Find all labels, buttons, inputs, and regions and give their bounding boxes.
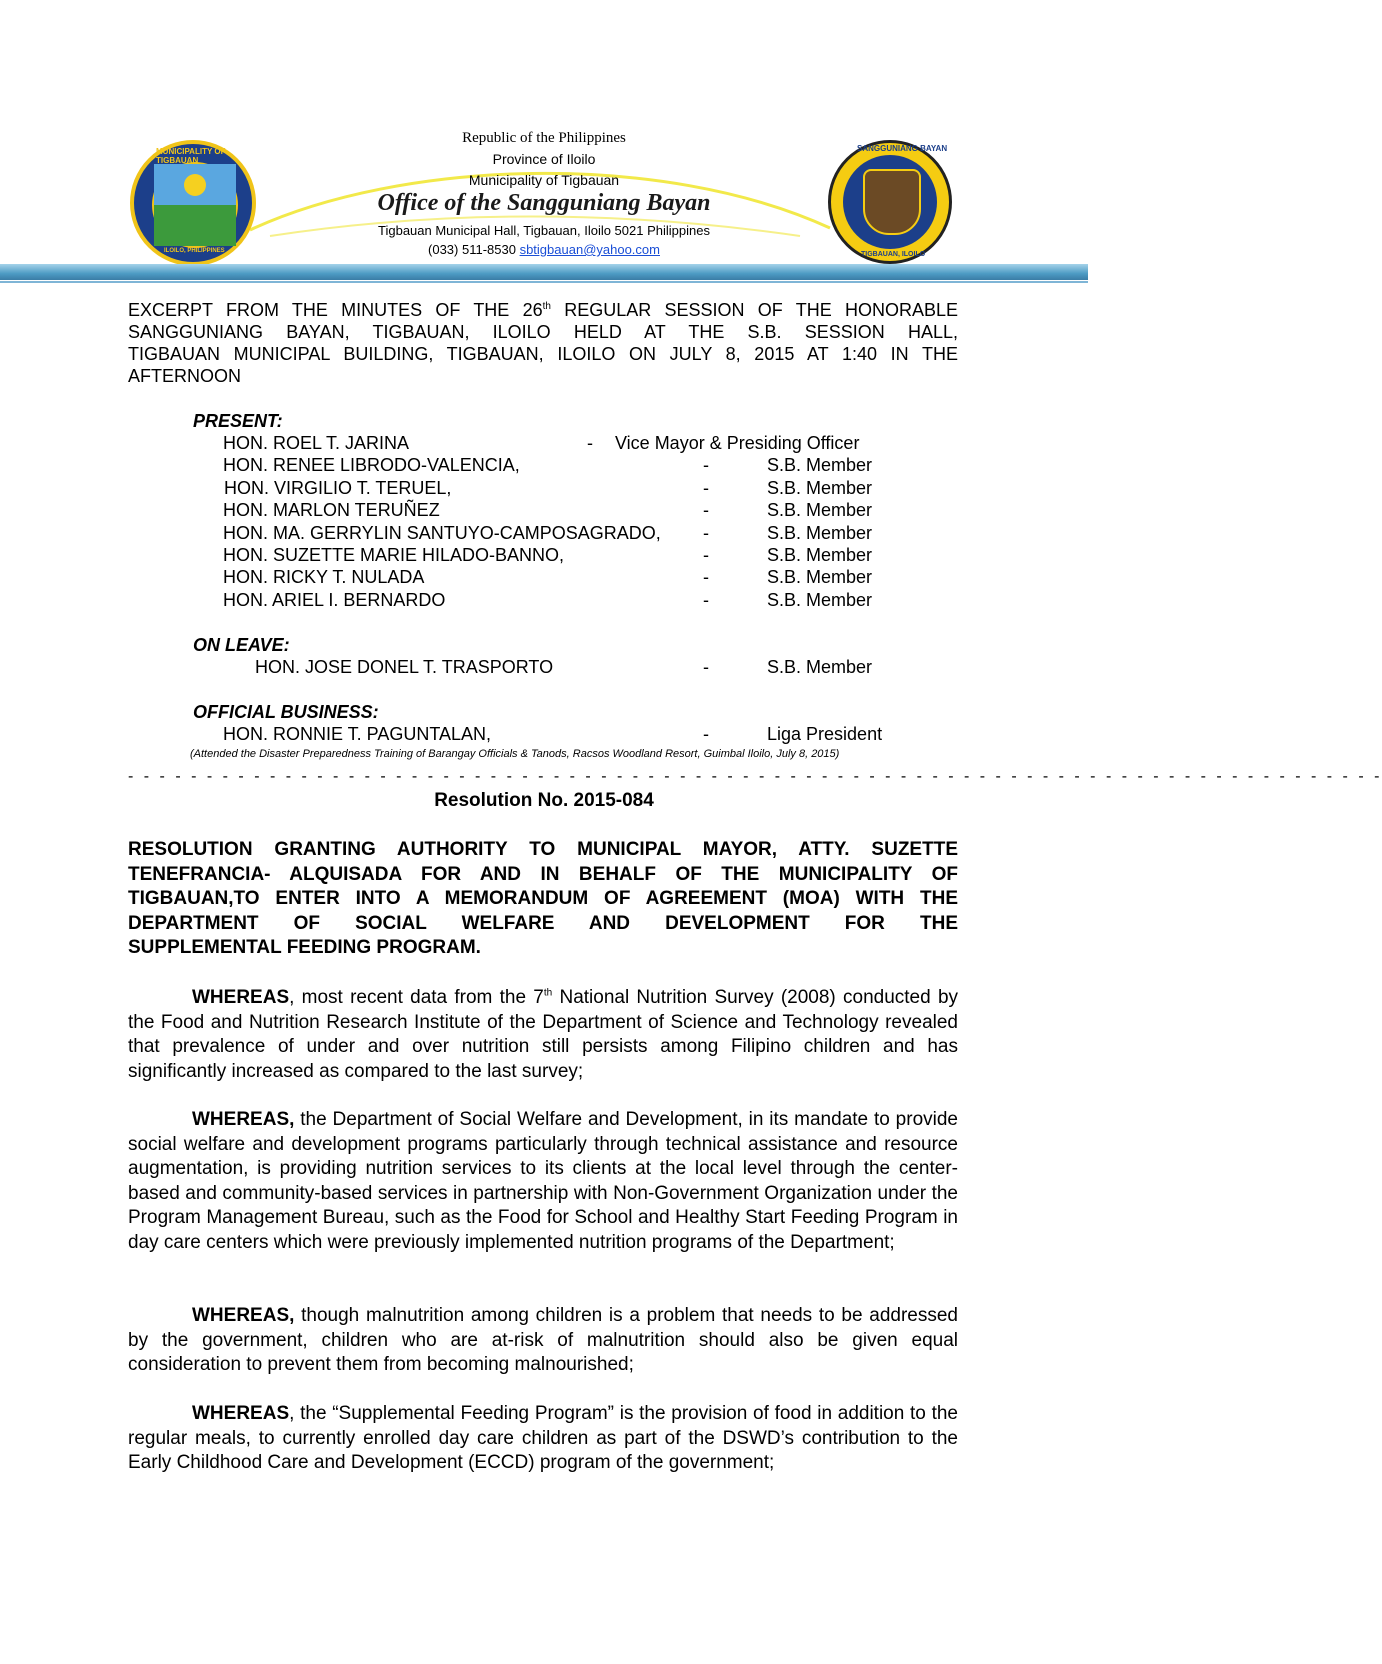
whereas-clause-1: WHEREAS, most recent data from the 7th National Nutrition Survey (2008) conducted by the Food and Nutrition Research Institute of the Department of Science and Technology revealed that prevalence of under and over nutrition still persists among Filipino children and has significantly increased as compared to the last survey; — [128, 987, 959, 1082]
present-member-dash: - — [703, 500, 709, 521]
header-province: Province of Iloilo — [492, 151, 596, 167]
excerpt-line-1: EXCERPT FROM THE MINUTES OF THE 26th REGULAR SESSION OF THE HONORABLE — [128, 300, 958, 320]
resolution-title-line: RESOLUTION GRANTING AUTHORITY TO MUNICIPAL MAYOR, ATTY. SUZETTE — [128, 839, 958, 860]
on-leave-dash: - — [703, 657, 709, 677]
present-member-role: Vice Mayor & Presiding Officer — [615, 433, 860, 453]
present-member-name: HON. ARIEL I. BERNARDO — [223, 589, 446, 610]
resolution-title-line: TIGBAUAN,TO ENTER INTO A MEMORANDUM OF AGREEMENT (MOA) WITH THE — [128, 888, 958, 909]
whereas-clause-3: WHEREAS, though malnutrition among children is a problem that needs to be addressed by the government, children who are at-risk of malnutrition should also be given equal consideration to prevent them from becoming malnourished; — [128, 1305, 958, 1375]
on-leave-role: S.B. Member — [767, 657, 873, 677]
resolution-title-line: SUPPLEMENTAL FEEDING PROGRAM. — [128, 937, 481, 958]
header-divider-line — [0, 281, 1088, 283]
present-member-dash: - — [587, 433, 593, 453]
present-member-name: HON. SUZETTE MARIE HILADO-BANNO, — [223, 545, 565, 565]
separator-dashes: - - - - - - - - - - - - - - - - - - - - - - - - - - - - - - - - - - - - - - - - - - - - - - - - - - - - - - - - - - - - - - - - - - - - - - - - - - - - - - - - — [128, 768, 1382, 785]
whereas-lead: WHEREAS — [192, 987, 290, 1008]
official-business-note: (Attended the Disaster Preparedness Training of Barangay Officials & Tanods, Racsos Woodland Resort, Guimbal Iloilo, July 8, 2015) — [190, 748, 840, 760]
resolution-title — [128, 838, 958, 961]
excerpt-line-2: SANGGUNIANG BAYAN, TIGBAUAN, ILOILO HELD AT THE S.B. SESSION HALL, — [128, 322, 958, 342]
official-business-label: OFFICIAL BUSINESS: — [193, 702, 379, 722]
header-divider-bar — [0, 264, 1088, 280]
present-member-name: HON. RENEE LIBRODO-VALENCIA, — [223, 455, 520, 476]
seal-left-top-text: MUNICIPALITY OF TIGBAUAN — [156, 147, 226, 165]
present-member-dash: - — [703, 522, 709, 543]
whereas-clause-2: WHEREAS, the Department of Social Welfare and Development, in its mandate to provide social welfare and development programs particularly through technical assistance and resource augmentation, is providing nutrition services to its clients at the local level through the center-based and community-based services in partnership with Non-Government Organization under the Program Management Bureau, such as the Food for School and Healthy Start Feeding Program in day care centers which were previously implemented nutrition programs of the Department; — [128, 1109, 958, 1253]
present-member-name: HON. MARLON TERUÑEZ — [223, 500, 440, 521]
present-member-role: S.B. Member — [767, 522, 873, 543]
excerpt-line-4: AFTERNOON — [128, 366, 242, 386]
header-address: Tigbauan Municipal Hall, Tigbauan, Iloilo 5021 Philippines — [378, 223, 710, 238]
present-member-dash: - — [703, 455, 709, 476]
header-office-title: Office of the Sangguniang Bayan — [377, 190, 711, 216]
header-phone: (033) 511-8530 — [428, 242, 516, 257]
official-business-role: Liga President — [767, 724, 883, 744]
present-member-name: HON. VIRGILIO T. TERUEL, — [224, 477, 452, 498]
header-contact — [0, 242, 1088, 257]
present-member-role: S.B. Member — [767, 455, 873, 476]
seal-right-top-text: SANGGUNIANG BAYAN — [857, 144, 948, 153]
present-member-dash: - — [703, 477, 709, 498]
official-business-name: HON. RONNIE T. PAGUNTALAN, — [223, 724, 492, 744]
present-member-dash: - — [703, 545, 709, 565]
present-member-name: HON. RICKY T. NULADA — [223, 567, 425, 588]
header-republic: Republic of the Philippines — [462, 130, 626, 146]
present-member-dash: - — [703, 589, 709, 610]
seal-right-bottom-text: TIGBAUAN, ILOILO — [861, 251, 926, 258]
excerpt-line-3: TIGBAUAN MUNICIPAL BUILDING, TIGBAUAN, ILOILO ON JULY 8, 2015 AT 1:40 IN THE — [128, 344, 958, 364]
on-leave-name: HON. JOSE DONEL T. TRASPORTO — [255, 657, 554, 677]
whereas-clause-4: WHEREAS, the “Supplemental Feeding Program” is the provision of food in addition to the regular meals, to currently enrolled day care children as part of the DSWD’s contribution to the Early Childhood Care and Development (ECCD) program of the government; — [128, 1403, 958, 1473]
present-member-name: HON. MA. GERRYLIN SANTUYO-CAMPOSAGRADO, — [223, 522, 661, 543]
present-member-role: S.B. Member — [767, 545, 873, 565]
present-member-role: S.B. Member — [767, 500, 873, 521]
present-member-role: S.B. Member — [767, 477, 873, 498]
header-municipality: Municipality of Tigbauan — [468, 172, 620, 188]
present-member-dash: - — [703, 567, 709, 588]
resolution-number: Resolution No. 2015-084 — [434, 790, 654, 811]
seal-left-bottom-text: ILOILO, PHILIPPINES — [164, 248, 225, 254]
resolution-title-line: DEPARTMENT OF SOCIAL WELFARE AND DEVELOPMENT FOR THE — [128, 912, 958, 934]
present-member-name: HON. ROEL T. JARINA — [223, 433, 410, 453]
present-label: PRESENT: — [193, 411, 283, 431]
resolution-title-line: TENEFRANCIA- ALQUISADA FOR AND IN BEHALF OF THE MUNICIPALITY OF — [128, 863, 958, 885]
whereas-lead: WHEREAS, — [192, 1305, 295, 1326]
whereas-lead: WHEREAS, — [192, 1109, 295, 1130]
on-leave-label: ON LEAVE: — [193, 635, 290, 655]
header-email-link[interactable]: sbtigbauan@yahoo.com — [519, 242, 660, 257]
official-business-dash: - — [703, 724, 709, 744]
present-member-role: S.B. Member — [767, 589, 873, 610]
present-member-role: S.B. Member — [767, 567, 873, 588]
whereas-lead: WHEREAS — [192, 1403, 290, 1424]
